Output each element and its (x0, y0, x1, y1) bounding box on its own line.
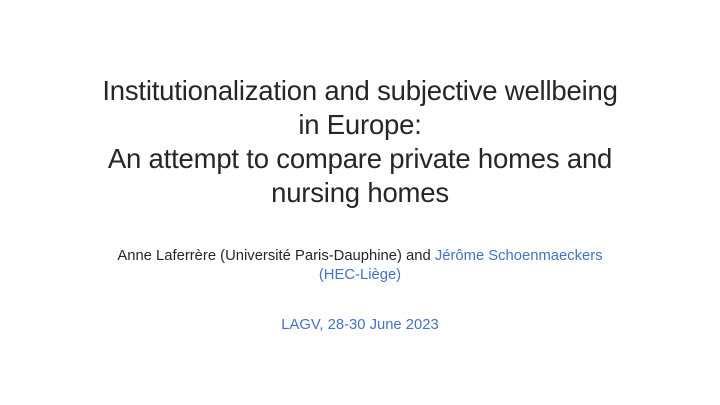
event-info: LAGV, 28-30 June 2023 (281, 317, 439, 333)
author-1: Anne Laferrère (Université Paris-Dauphine) (117, 248, 402, 264)
author-2-name: Jérôme Schoenmaeckers (434, 248, 603, 264)
title-line-4: nursing homes (271, 177, 449, 208)
title-line-2: in Europe: (298, 109, 422, 140)
author-2-affiliation: (HEC-Liège) (318, 267, 402, 283)
slide-title (60, 74, 660, 210)
title-line-3: An attempt to compare private homes and (107, 143, 613, 174)
author-joiner: and (401, 248, 435, 264)
author-block (60, 247, 660, 285)
title-line-1: Institutionalization and subjective wellbeing (102, 75, 618, 106)
